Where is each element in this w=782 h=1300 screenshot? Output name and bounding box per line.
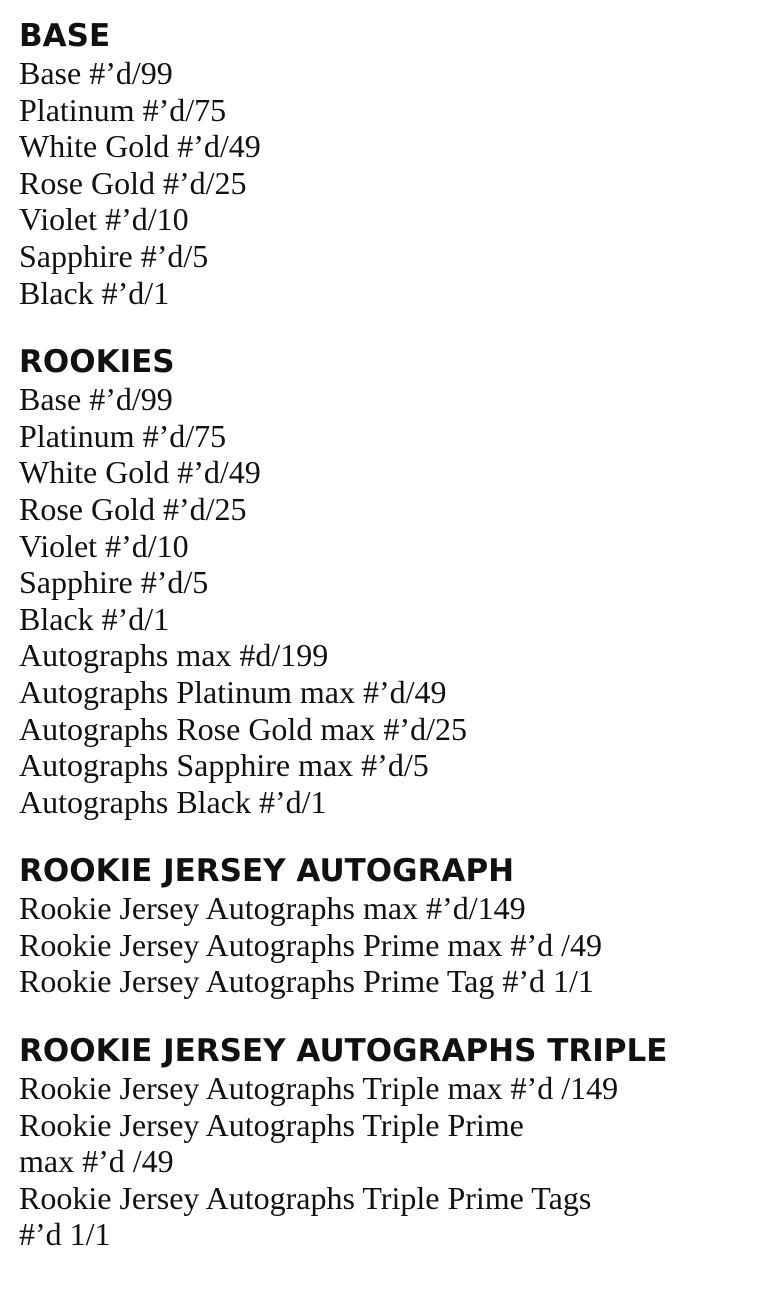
list-item-line: Rookie Jersey Autographs Triple Prime Tags — [19, 1179, 592, 1216]
list-item: Rose Gold #’d/25 — [19, 164, 247, 201]
list-item: Rookie Jersey Autographs Prime Tag #’d 1/1 — [19, 963, 594, 1000]
list-item: Rose Gold #’d/25 — [19, 490, 247, 527]
list-item: Sapphire #’d/5 — [19, 564, 209, 601]
section-rookie-jersey-autographs-triple — [19, 1032, 769, 1253]
list-item — [19, 1180, 769, 1253]
list-item: Violet #’d/10 — [19, 201, 189, 238]
section-base — [19, 17, 769, 311]
list-item: Platinum #’d/75 — [19, 417, 227, 454]
section-heading: ROOKIE JERSEY AUTOGRAPH — [19, 853, 515, 890]
item-list — [19, 55, 769, 311]
list-item: Base #’d/99 — [19, 381, 173, 418]
list-item-line: max #’d /49 — [19, 1143, 174, 1180]
list-item: Autographs Black #’d/1 — [19, 783, 327, 820]
section-heading: ROOKIE JERSEY AUTOGRAPHS TRIPLE — [19, 1033, 668, 1070]
list-item: Black #’d/1 — [19, 600, 170, 637]
list-item: Violet #’d/10 — [19, 527, 189, 564]
list-item — [19, 1107, 769, 1180]
item-list — [19, 1070, 769, 1253]
list-item: Rookie Jersey Autographs max #’d/149 — [19, 890, 526, 927]
list-item: Black #’d/1 — [19, 274, 170, 311]
list-item: Rookie Jersey Autographs Prime max #’d /49 — [19, 926, 603, 963]
list-item: Rookie Jersey Autographs Triple max #’d /149 — [19, 1070, 619, 1107]
list-item: White Gold #’d/49 — [19, 454, 261, 491]
section-rookies — [19, 343, 769, 820]
list-item: Autographs max #d/199 — [19, 637, 329, 674]
list-item: Base #’d/99 — [19, 55, 173, 91]
item-list — [19, 381, 769, 820]
list-item: White Gold #’d/49 — [19, 128, 261, 165]
section-heading: BASE — [19, 18, 111, 54]
list-item-line: #’d 1/1 — [19, 1216, 111, 1253]
section-rookie-jersey-autograph — [19, 852, 769, 1000]
list-item: Sapphire #’d/5 — [19, 237, 209, 274]
list-item: Autographs Rose Gold max #’d/25 — [19, 710, 467, 747]
item-list — [19, 890, 769, 1000]
list-item-line: Rookie Jersey Autographs Triple Prime — [19, 1106, 524, 1143]
checklist-document — [19, 17, 769, 1253]
list-item: Autographs Sapphire max #’d/5 — [19, 747, 429, 784]
list-item: Autographs Platinum max #’d/49 — [19, 673, 447, 710]
section-heading: ROOKIES — [19, 344, 175, 381]
list-item: Platinum #’d/75 — [19, 91, 227, 128]
